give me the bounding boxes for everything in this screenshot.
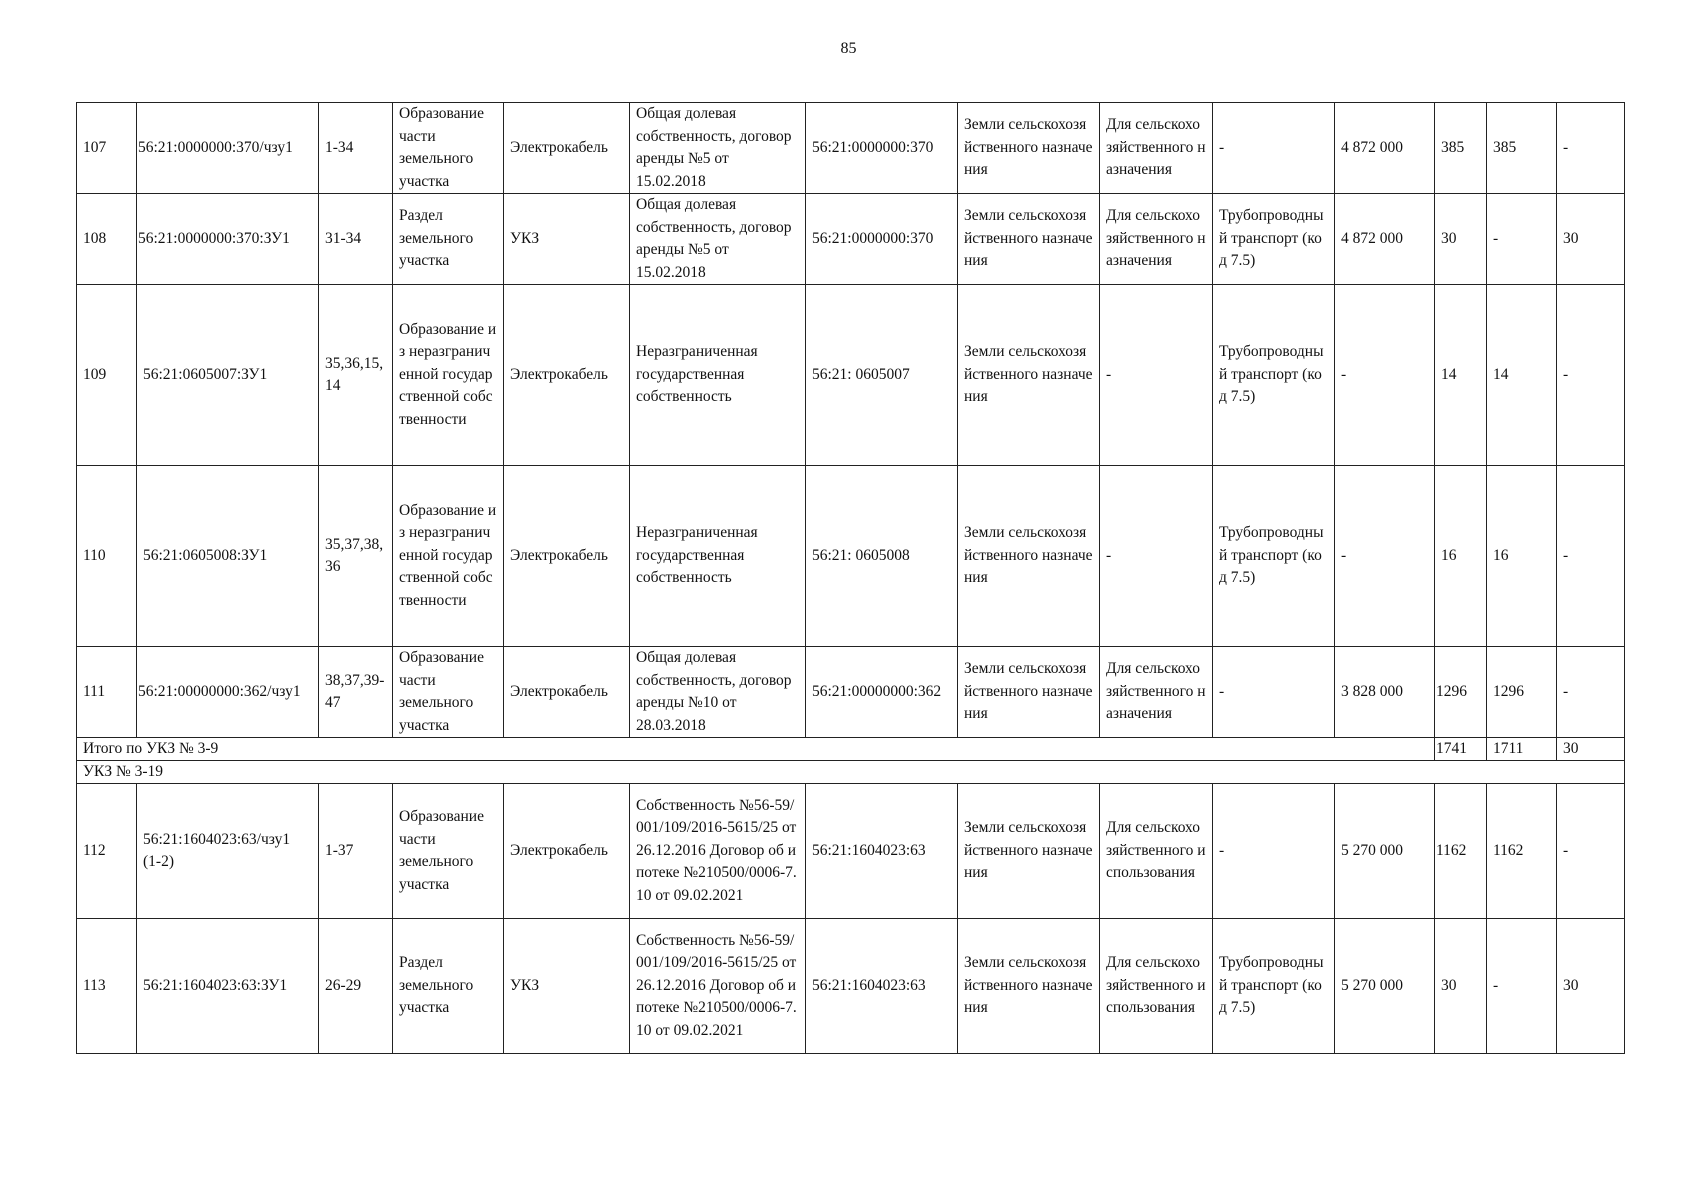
area-temporary: - — [1487, 919, 1557, 1054]
table-row — [77, 919, 1625, 1054]
area-permanent: 30 — [1557, 194, 1625, 285]
ownership-right: Собственность №56-59/001/109/2016-5615/25 от 26.12.2016 Договор об ипотеке №210500/0006-7.10 от 09.02.2021 — [630, 919, 806, 1054]
row-number: 108 — [77, 194, 137, 285]
permitted-use: Для сельскохозяйственного использования — [1100, 919, 1213, 1054]
cadastral-cost: 5 270 000 — [1335, 784, 1435, 919]
object-type: Электрокабель — [504, 466, 630, 647]
land-category: Земли сельскохозяйственного назначения — [958, 285, 1100, 466]
table-row — [77, 784, 1625, 919]
parent-cadastral-number: 56:21:1604023:63 — [806, 919, 958, 1054]
land-category: Земли сельскохозяйственного назначения — [958, 103, 1100, 194]
parent-cadastral-number: 56:21: 0605008 — [806, 466, 958, 647]
boundary-points: 26-29 — [319, 919, 393, 1054]
cadastral-number: 56:21:0605008:ЗУ1 — [137, 466, 319, 647]
area-temporary: - — [1487, 194, 1557, 285]
land-category: Земли сельскохозяйственного назначения — [958, 194, 1100, 285]
area-temporary: 1296 — [1487, 647, 1557, 738]
boundary-points: 35,37,38,36 — [319, 466, 393, 647]
cadastral-cost: 4 872 000 — [1335, 194, 1435, 285]
summary-area-temporary: 1711 — [1487, 738, 1557, 761]
area-total: 385 — [1435, 103, 1487, 194]
cadastral-cost: - — [1335, 285, 1435, 466]
parent-cadastral-number: 56:21:00000000:362 — [806, 647, 958, 738]
cadastral-cost: 4 872 000 — [1335, 103, 1435, 194]
formation-method: Раздел земельного участка — [393, 194, 504, 285]
cadastral-number: 56:21:1604023:63:ЗУ1 — [137, 919, 319, 1054]
object-type: Электрокабель — [504, 285, 630, 466]
area-temporary: 16 — [1487, 466, 1557, 647]
permitted-use: Для сельскохозяйственного назначения — [1100, 103, 1213, 194]
ownership-right: Общая долевая собственность, договор аренды №10 от 28.03.2018 — [630, 647, 806, 738]
formation-method: Раздел земельного участка — [393, 919, 504, 1054]
boundary-points: 1-37 — [319, 784, 393, 919]
table-row — [77, 103, 1625, 194]
section-label: УКЗ № 3-19 — [77, 761, 1625, 784]
formation-method: Образование из неразграниченной государственной собственности — [393, 285, 504, 466]
object-type: Электрокабель — [504, 647, 630, 738]
row-number: 110 — [77, 466, 137, 647]
row-number: 109 — [77, 285, 137, 466]
table-row — [77, 647, 1625, 738]
boundary-points: 31-34 — [319, 194, 393, 285]
object-type: УКЗ — [504, 194, 630, 285]
land-category: Земли сельскохозяйственного назначения — [958, 466, 1100, 647]
formation-method: Образование части земельного участка — [393, 784, 504, 919]
permitted-use: - — [1100, 466, 1213, 647]
formation-method: Образование из неразграниченной государственной собственности — [393, 466, 504, 647]
cadastral-cost: 3 828 000 — [1335, 647, 1435, 738]
cadastral-cost: 5 270 000 — [1335, 919, 1435, 1054]
object-type: УКЗ — [504, 919, 630, 1054]
boundary-points: 38,37,39-47 — [319, 647, 393, 738]
parent-cadastral-number: 56:21:0000000:370 — [806, 103, 958, 194]
table-row — [77, 285, 1625, 466]
use-type: Трубопроводный транспорт (код 7.5) — [1213, 919, 1335, 1054]
cadastral-number: 56:21:1604023:63/чзу1 (1-2) — [137, 784, 319, 919]
section-header-row — [77, 761, 1625, 784]
row-number: 111 — [77, 647, 137, 738]
area-total: 30 — [1435, 919, 1487, 1054]
boundary-points: 35,36,15,14 — [319, 285, 393, 466]
summary-row — [77, 738, 1625, 761]
formation-method: Образование части земельного участка — [393, 103, 504, 194]
use-type: - — [1213, 784, 1335, 919]
parent-cadastral-number: 56:21:1604023:63 — [806, 784, 958, 919]
use-type: - — [1213, 103, 1335, 194]
area-total: 1162 — [1435, 784, 1487, 919]
formation-method: Образование части земельного участка — [393, 647, 504, 738]
area-permanent: - — [1557, 103, 1625, 194]
permitted-use: Для сельскохозяйственного назначения — [1100, 194, 1213, 285]
permitted-use: - — [1100, 285, 1213, 466]
land-category: Земли сельскохозяйственного назначения — [958, 919, 1100, 1054]
permitted-use: Для сельскохозяйственного использования — [1100, 784, 1213, 919]
table-row — [77, 466, 1625, 647]
row-number: 112 — [77, 784, 137, 919]
area-permanent: - — [1557, 784, 1625, 919]
area-temporary: 14 — [1487, 285, 1557, 466]
land-category: Земли сельскохозяйственного назначения — [958, 647, 1100, 738]
object-type: Электрокабель — [504, 103, 630, 194]
area-temporary: 1162 — [1487, 784, 1557, 919]
use-type: Трубопроводный транспорт (код 7.5) — [1213, 194, 1335, 285]
row-number: 113 — [77, 919, 137, 1054]
ownership-right: Неразграниченная государственная собственность — [630, 285, 806, 466]
area-temporary: 385 — [1487, 103, 1557, 194]
ownership-right: Общая долевая собственность, договор аренды №5 от 15.02.2018 — [630, 194, 806, 285]
area-total: 14 — [1435, 285, 1487, 466]
cadastral-number: 56:21:00000000:362/чзу1 — [137, 647, 319, 738]
cadastral-number: 56:21:0605007:ЗУ1 — [137, 285, 319, 466]
permitted-use: Для сельскохозяйственного назначения — [1100, 647, 1213, 738]
parent-cadastral-number: 56:21: 0605007 — [806, 285, 958, 466]
area-permanent: - — [1557, 647, 1625, 738]
area-total: 30 — [1435, 194, 1487, 285]
page-number: 85 — [840, 40, 857, 57]
cadastral-number: 56:21:0000000:370/чзу1 — [137, 103, 319, 194]
area-permanent: - — [1557, 285, 1625, 466]
summary-area-permanent: 30 — [1557, 738, 1625, 761]
area-permanent: 30 — [1557, 919, 1625, 1054]
row-number: 107 — [77, 103, 137, 194]
land-plots-table — [76, 102, 1625, 1054]
object-type: Электрокабель — [504, 784, 630, 919]
area-total: 1296 — [1435, 647, 1487, 738]
parent-cadastral-number: 56:21:0000000:370 — [806, 194, 958, 285]
cadastral-number: 56:21:0000000:370:ЗУ1 — [137, 194, 319, 285]
table-row — [77, 194, 1625, 285]
land-category: Земли сельскохозяйственного назначения — [958, 784, 1100, 919]
cadastral-cost: - — [1335, 466, 1435, 647]
summary-label: Итого по УКЗ № 3-9 — [77, 738, 1435, 761]
ownership-right: Общая долевая собственность, договор аренды №5 от 15.02.2018 — [630, 103, 806, 194]
summary-area-total: 1741 — [1435, 738, 1487, 761]
area-permanent: - — [1557, 466, 1625, 647]
ownership-right: Неразграниченная государственная собственность — [630, 466, 806, 647]
ownership-right: Собственность №56-59/001/109/2016-5615/25 от 26.12.2016 Договор об ипотеке №210500/0006-7.10 от 09.02.2021 — [630, 784, 806, 919]
boundary-points: 1-34 — [319, 103, 393, 194]
use-type: Трубопроводный транспорт (код 7.5) — [1213, 466, 1335, 647]
use-type: - — [1213, 647, 1335, 738]
area-total: 16 — [1435, 466, 1487, 647]
use-type: Трубопроводный транспорт (код 7.5) — [1213, 285, 1335, 466]
